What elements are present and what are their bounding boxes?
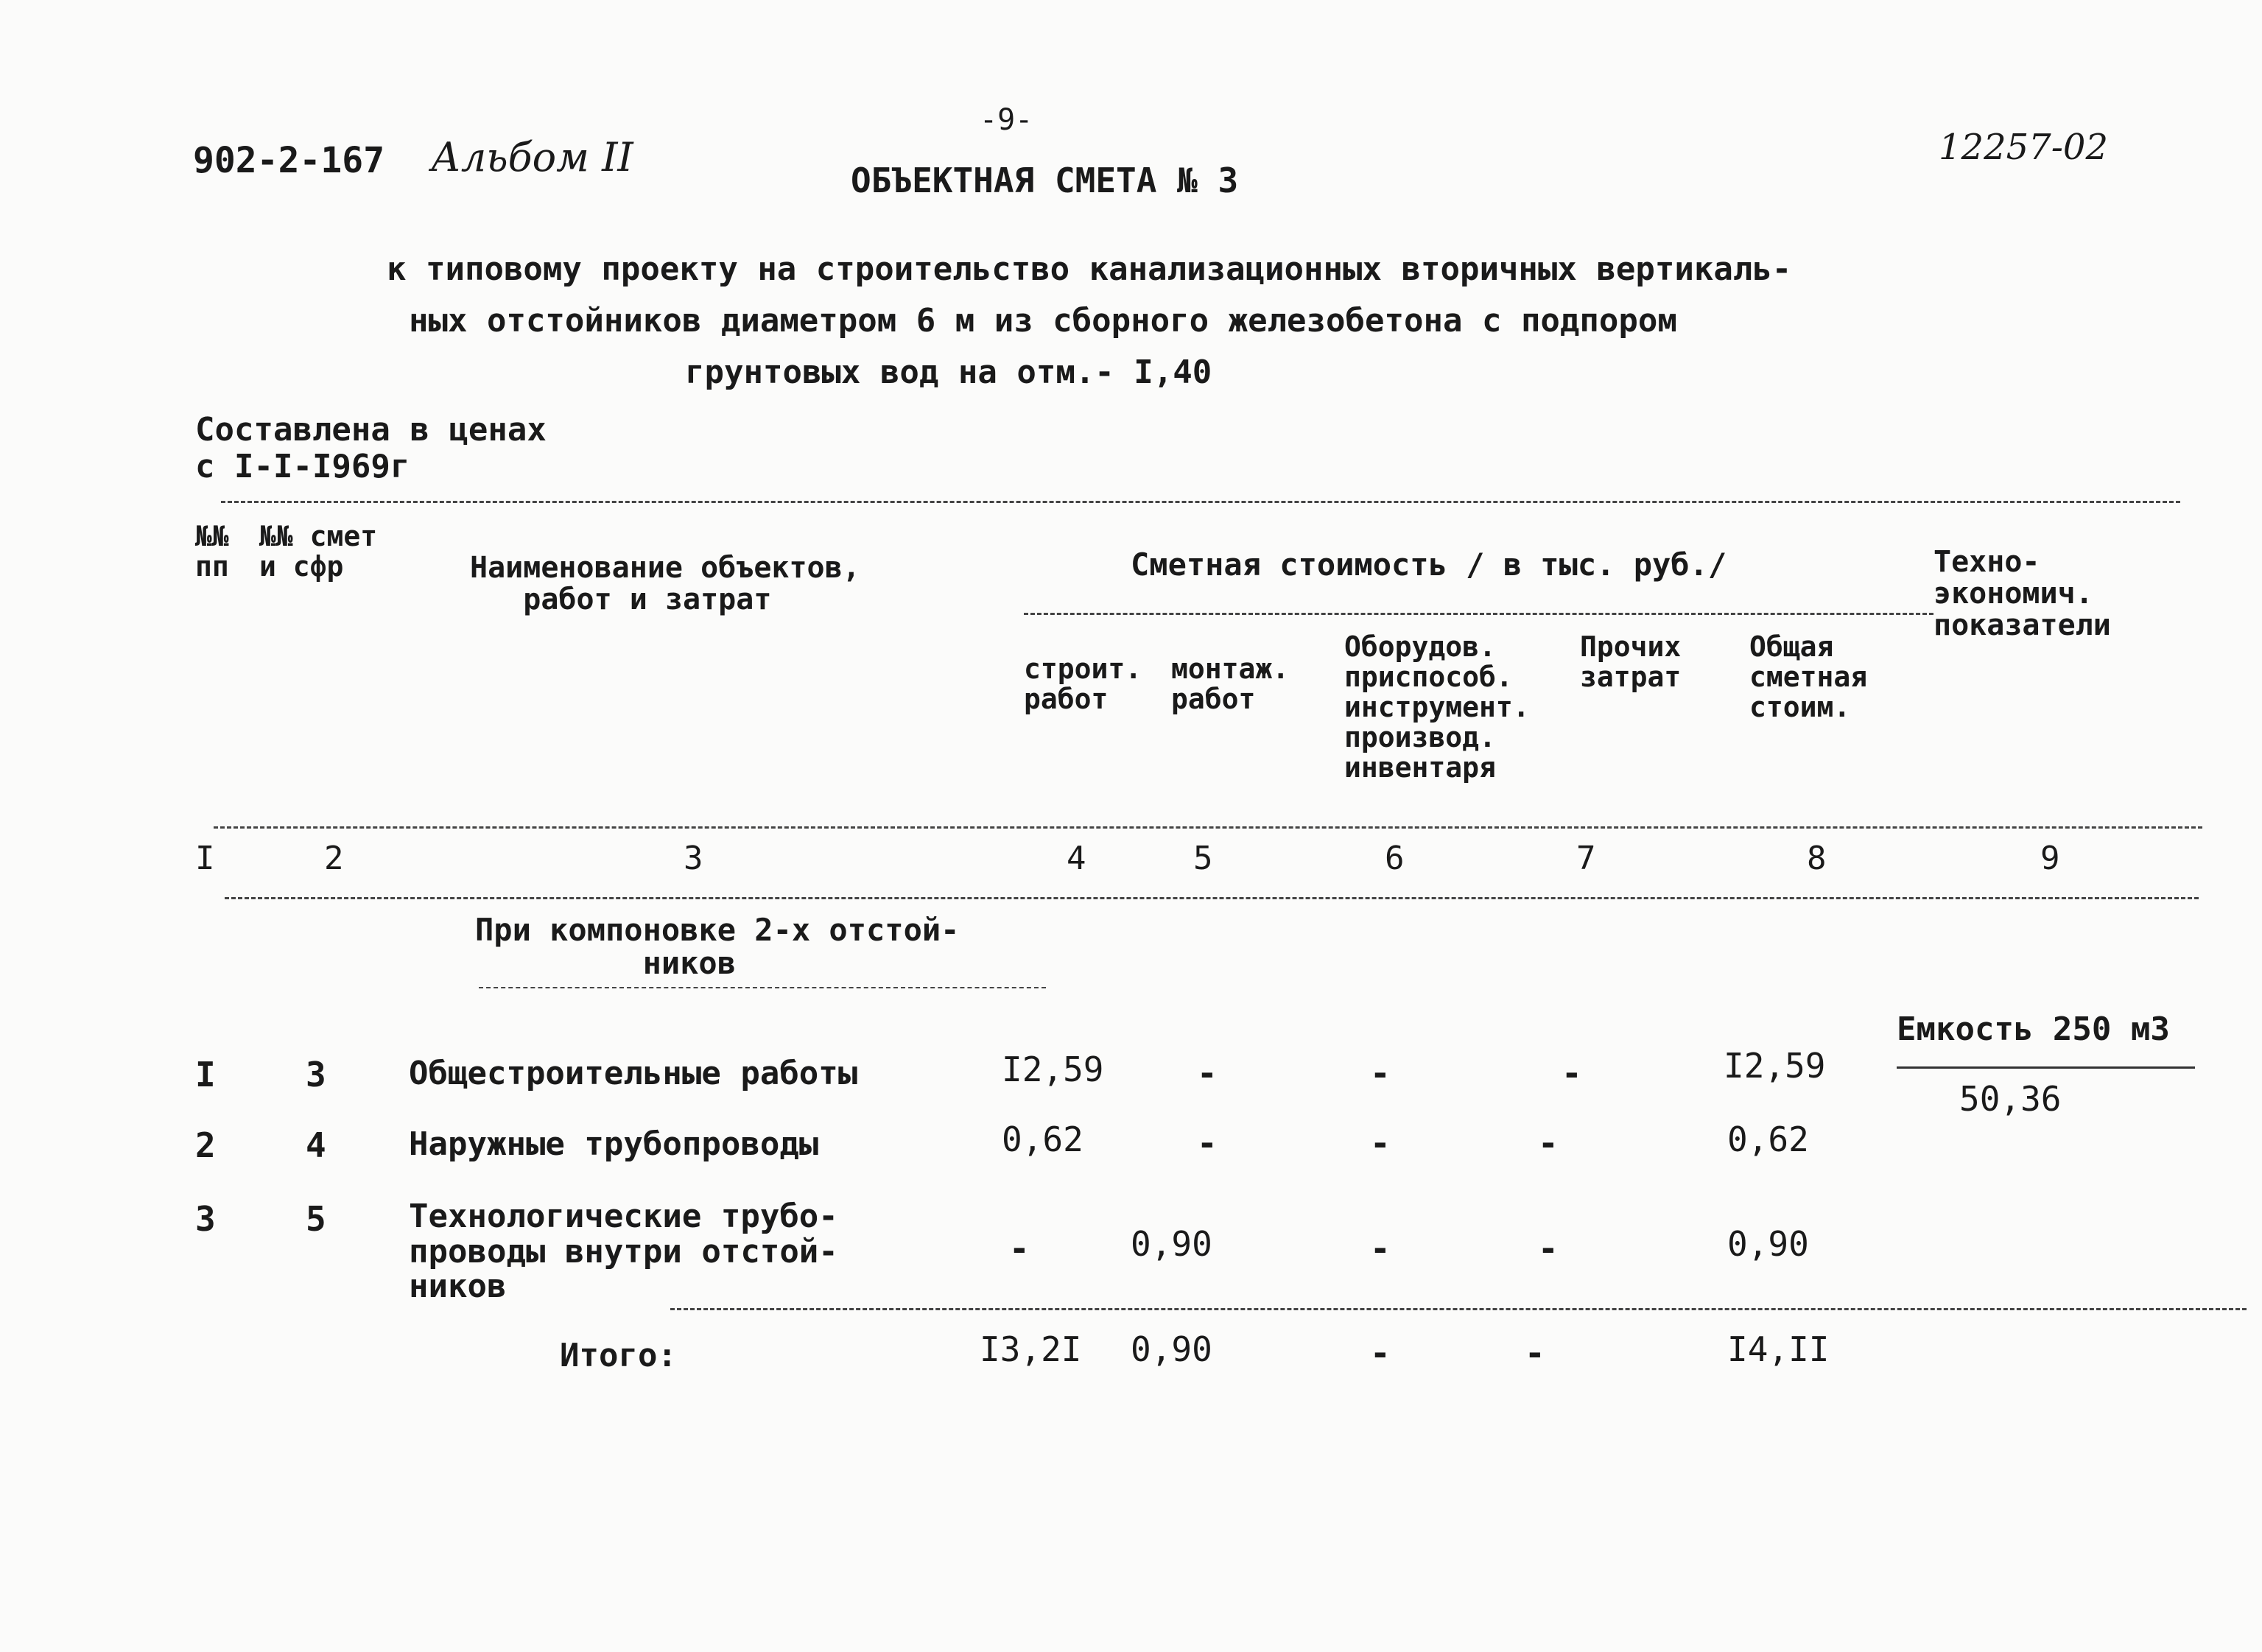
subtitle-line-2: ных отстойников диаметром 6 м из сборного железобетона с подпором [409,302,1677,340]
column-number: 9 [2040,840,2060,877]
inventory-number: 12257-02 [1939,127,2108,168]
row-2-estimate: 4 [306,1125,326,1165]
subtitle-line-1: к типовому проекту на строительство канализационных вторичных вертикаль- [387,250,1792,288]
row-1-other: - [1562,1053,1582,1093]
header-col-5: монтаж. работ [1171,653,1290,716]
header-bottom-rule [214,826,2202,829]
row-2-total: 0,62 [1727,1120,1809,1159]
cost-group-rule [1024,613,1933,615]
total-overall: I4,II [1727,1329,1830,1369]
row-2-name: Наружные трубопроводы [409,1125,819,1163]
row-1-number: I [195,1055,216,1094]
column-number: 5 [1193,840,1213,877]
row-1-installation: - [1197,1053,1218,1093]
header-col-2: №№ смет и сфр [259,520,378,583]
row-3-installation: 0,90 [1131,1224,1212,1264]
row-2-other: - [1538,1123,1559,1163]
column-numbers-rule [225,897,2199,899]
section-heading-underline [479,987,1046,988]
tech-indicator-label: Емкость 250 м3 [1897,1010,2170,1048]
document-code: 902-2-167 [193,140,385,181]
row-3-estimate: 5 [306,1199,326,1239]
header-col-3: Наименование объектов, работ и затрат [470,551,860,617]
total-equipment: - [1370,1333,1391,1373]
tech-indicator-fraction-line [1897,1066,2195,1069]
header-col-1: №№ пп [195,520,229,583]
total-label: Итого: [560,1337,677,1374]
header-col-6: Оборудов. приспособ. инструмент. производ. инвентаря [1344,630,1530,784]
subtitle-line-3: грунтовых вод на отм.- I,40 [685,354,1212,391]
row-1-estimate: 3 [306,1055,326,1094]
album-label: Альбом II [431,134,633,180]
row-3-name: Технологические трубо- проводы внутри отстой- ников [409,1198,838,1306]
row-2-construction: 0,62 [1002,1120,1083,1159]
document-title: ОБЪЕКТНАЯ СМЕТА № 3 [851,161,1239,200]
tech-indicator-value: 50,36 [1959,1079,2062,1119]
header-col-4: строит. работ [1024,653,1142,716]
row-2-number: 2 [195,1125,216,1165]
column-number: 2 [324,840,344,877]
column-number: 8 [1807,840,1827,877]
column-number: 6 [1385,840,1405,877]
table-top-rule [221,501,2180,503]
row-1-name: Общестроительные работы [409,1055,858,1092]
total-installation: 0,90 [1131,1329,1212,1369]
column-number: 4 [1067,840,1086,877]
header-col-9: Техно- экономич. показатели [1933,545,2111,643]
row-2-installation: - [1197,1123,1218,1163]
row-1-equipment: - [1370,1053,1391,1093]
totals-rule [670,1308,2247,1310]
row-2-equipment: - [1370,1123,1391,1163]
page-number: -9- [980,103,1033,137]
section-heading: При компоновке 2-х отстой- ников [475,912,960,982]
row-3-equipment: - [1370,1229,1391,1268]
header-col-8: Общая сметная стоим. [1749,630,1868,724]
header-col-7: Прочих затрат [1580,630,1682,694]
column-number: I [195,840,215,877]
prices-note-line-2: с I-I-I969г [195,448,410,485]
row-3-construction: - [1009,1229,1030,1268]
total-construction: I3,2I [980,1329,1082,1369]
row-3-other: - [1538,1229,1559,1268]
row-1-construction: I2,59 [1002,1050,1104,1089]
header-cost-group: Сметная стоимость / в тыс. руб./ [1131,546,1727,583]
total-other: - [1525,1333,1545,1373]
prices-note-line-1: Составлена в ценах [195,411,547,449]
row-3-number: 3 [195,1199,216,1239]
column-number: 3 [684,840,703,877]
row-1-total: I2,59 [1724,1046,1826,1086]
row-3-total: 0,90 [1727,1224,1809,1264]
column-number: 7 [1576,840,1596,877]
